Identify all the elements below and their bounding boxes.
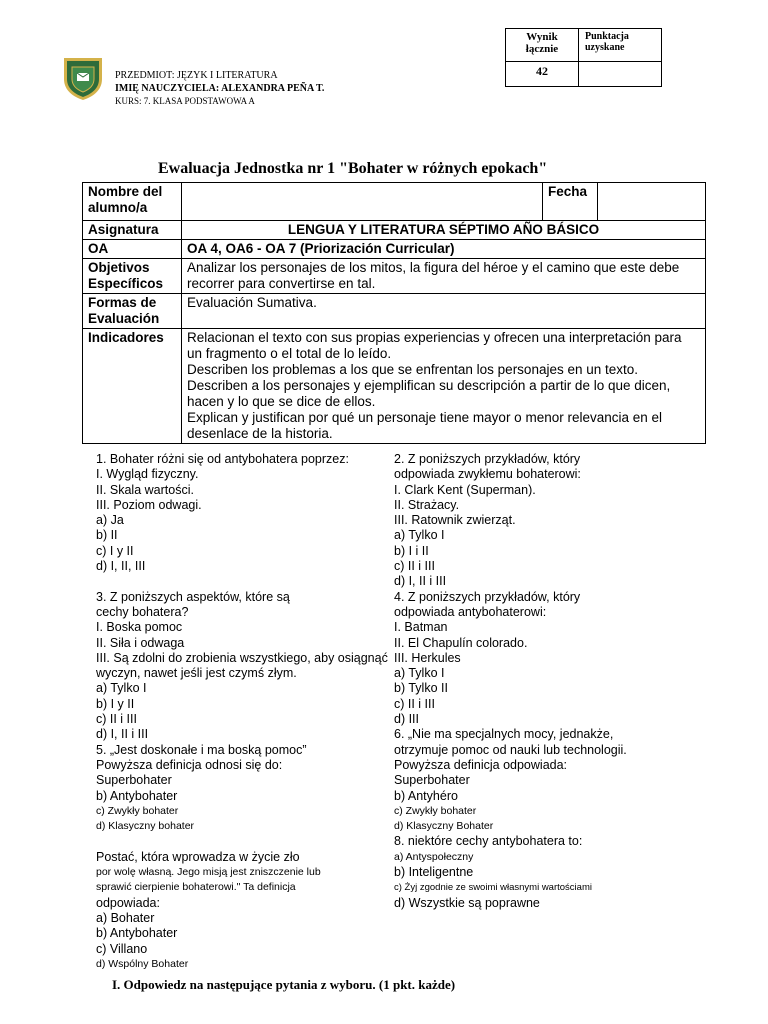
- date-field[interactable]: [598, 183, 706, 221]
- question-line: Powyższa definicja odpowiada:: [394, 757, 568, 772]
- indicators-label: Indicadores: [83, 329, 182, 444]
- answer-option[interactable]: b) Inteligentne: [394, 865, 474, 880]
- question-line: I. Wygląd fizyczny.: [96, 467, 199, 482]
- answer-option[interactable]: a) Tylko I: [394, 666, 445, 681]
- indicator-item: Describen a los personajes y ejemplifican su descripción a partir de lo que dicen, hacen y lo que se dice de ellos.: [187, 378, 671, 409]
- answer-option[interactable]: c) II i III: [394, 696, 435, 711]
- answer-option[interactable]: c) Zwykły bohater: [96, 804, 179, 817]
- question-line: sprawić cierpienie bohaterowi." Ta definicja: [96, 881, 296, 894]
- spacer: [96, 834, 388, 849]
- question-line: odpowiada antybohaterowi:: [394, 604, 547, 619]
- answer-option[interactable]: d) I, II i III: [394, 574, 447, 589]
- question-line: III. Herkules: [394, 650, 461, 665]
- result-label: Wynik łącznie: [506, 29, 579, 62]
- question-line: III. Są zdolni do zrobienia wszystkiego, aby osiągnąć: [96, 650, 388, 665]
- question-line: cechy bohatera?: [96, 604, 189, 619]
- answer-option[interactable]: c) Zwykły bohater: [394, 804, 477, 817]
- indicator-item: Explican y justifican por qué un personaje tiene mayor o menor relevancia en el desenlace de la historia.: [187, 410, 663, 441]
- points-label: Punktacja uzyskane: [579, 29, 662, 62]
- question-line: 5. „Jest doskonałe i ma boską pomoc”: [96, 742, 307, 757]
- question-line: 2. Z poniższych przykładów, który: [394, 452, 581, 466]
- objectives-label: Objetivos Específicos: [83, 259, 182, 294]
- indicator-item: Describen los problemas a los que se enfrentan los personajes en un texto.: [187, 362, 639, 377]
- student-field[interactable]: [182, 183, 543, 221]
- subject-value: LENGUA Y LITERATURA SÉPTIMO AÑO BÁSICO: [182, 221, 706, 240]
- answer-option[interactable]: b) Antybohater: [96, 926, 178, 941]
- question-line: III. Poziom odwagi.: [96, 497, 202, 512]
- question-line: I. Clark Kent (Superman).: [394, 482, 536, 497]
- answer-option[interactable]: b) Antyhéro: [394, 788, 458, 803]
- answer-option[interactable]: a) Bohater: [96, 910, 155, 925]
- indicator-item: Relacionan el texto con sus propias experiencias y ofrecen una interpretación para un fragmento o el total de lo leído.: [187, 330, 682, 361]
- question-line: 4. Z poniższych przykładów, który: [394, 589, 581, 604]
- questions-right: [394, 452, 627, 911]
- question-line: I. Boska pomoc: [96, 620, 183, 635]
- answer-option[interactable]: a) Tylko I: [394, 528, 445, 543]
- info-table: [82, 182, 706, 444]
- answer-option[interactable]: d) Wspólny Bohater: [96, 957, 189, 970]
- oa-label: OA: [83, 240, 182, 259]
- student-label: Nombre del alumno/a: [83, 183, 182, 221]
- answer-option[interactable]: c) II i III: [394, 559, 435, 574]
- objectives-value: Analizar los personajes de los mitos, la figura del héroe y el camino que este debe recorrer para convertirse en tal.: [182, 259, 706, 294]
- answer-option[interactable]: Superbohater: [394, 773, 470, 788]
- question-line: 1. Bohater różni się od antybohatera poprzez:: [96, 452, 349, 466]
- question-line: II. Siła i odwaga: [96, 635, 185, 650]
- course-line: KURS: 7. KLASA PODSTAWOWA A: [115, 96, 255, 106]
- question-line: odpowiada:: [96, 895, 160, 910]
- answer-option[interactable]: b) Antybohater: [96, 788, 178, 803]
- question-line: III. Ratownik zwierząt.: [394, 513, 516, 528]
- subject-label: Asignatura: [83, 221, 182, 240]
- question-line: II. El Chapulín colorado.: [394, 635, 528, 650]
- score-box: [505, 28, 662, 87]
- answer-option[interactable]: b) Tylko II: [394, 681, 448, 696]
- answer-option[interactable]: a) Ja: [96, 513, 124, 528]
- question-line: II. Strażacy.: [394, 497, 460, 512]
- answer-option[interactable]: c) Żyj zgodnie ze swoimi własnymi wartościami: [394, 882, 592, 894]
- answer-option[interactable]: d) Wszystkie są poprawne: [394, 895, 540, 910]
- points-value[interactable]: [579, 62, 662, 87]
- result-value: 42: [506, 62, 579, 87]
- answer-option[interactable]: b) I y II: [96, 696, 135, 711]
- school-header: [115, 69, 324, 108]
- question-line: por wolę własną. Jego misją jest zniszczenie lub: [96, 866, 321, 879]
- page-title: Ewaluacja Jednostka nr 1 "Bohater w różnych epokach": [158, 160, 548, 177]
- question-line: otrzymuje pomoc od nauki lub technologii.: [394, 742, 627, 757]
- answer-option[interactable]: Superbohater: [96, 773, 172, 788]
- question-line: II. Skala wartości.: [96, 482, 194, 497]
- question-line: odpowiada zwykłemu bohaterowi:: [394, 467, 581, 482]
- answer-option[interactable]: a) Antyspołeczny: [394, 850, 474, 863]
- question-line: 3. Z poniższych aspektów, które są: [96, 589, 290, 604]
- subject-line: PRZEDMIOT: JĘZYK I LITERATURA: [115, 70, 278, 81]
- question-line: 6. „Nie ma specjalnych mocy, jednakże,: [394, 727, 614, 742]
- school-crest-icon: [60, 55, 106, 101]
- forms-value: Evaluación Sumativa.: [182, 294, 706, 329]
- question-line: I. Batman: [394, 620, 448, 635]
- answer-option[interactable]: c) Villano: [96, 941, 148, 956]
- indicators-list: [182, 329, 706, 444]
- answer-option[interactable]: d) Klasyczny bohater: [96, 820, 195, 833]
- question-line: Powyższa definicja odnosi się do:: [96, 757, 283, 772]
- teacher-line: IMIĘ NAUCZYCIELA: ALEXANDRA PEÑA T.: [115, 83, 325, 94]
- date-label: Fecha: [543, 183, 598, 221]
- answer-option[interactable]: c) II i III: [96, 712, 137, 727]
- answer-option[interactable]: a) Tylko I: [96, 681, 147, 696]
- answer-option[interactable]: d) III: [394, 712, 420, 727]
- answer-option[interactable]: c) I y II: [96, 543, 134, 558]
- question-line: wyczyn, nawet jeśli jest czymś złym.: [96, 666, 297, 681]
- answer-option[interactable]: d) Klasyczny Bohater: [394, 820, 494, 833]
- question-line: 8. niektóre cechy antybohatera to:: [394, 834, 583, 849]
- answer-option[interactable]: d) I, II i III: [96, 727, 149, 742]
- answer-option[interactable]: d) I, II, III: [96, 559, 146, 574]
- answer-option[interactable]: b) II: [96, 528, 118, 543]
- question-line: Postać, która wprowadza w życie zło: [96, 849, 300, 864]
- oa-value: OA 4, OA6 - OA 7 (Priorización Curricular): [182, 240, 706, 259]
- questions-left: [96, 452, 388, 972]
- spacer: [96, 574, 388, 589]
- forms-label: Formas de Evaluación: [83, 294, 182, 329]
- answer-option[interactable]: b) I i II: [394, 543, 429, 558]
- section-instruction: I. Odpowiedz na następujące pytania z wyboru. (1 pkt. każde): [112, 977, 456, 992]
